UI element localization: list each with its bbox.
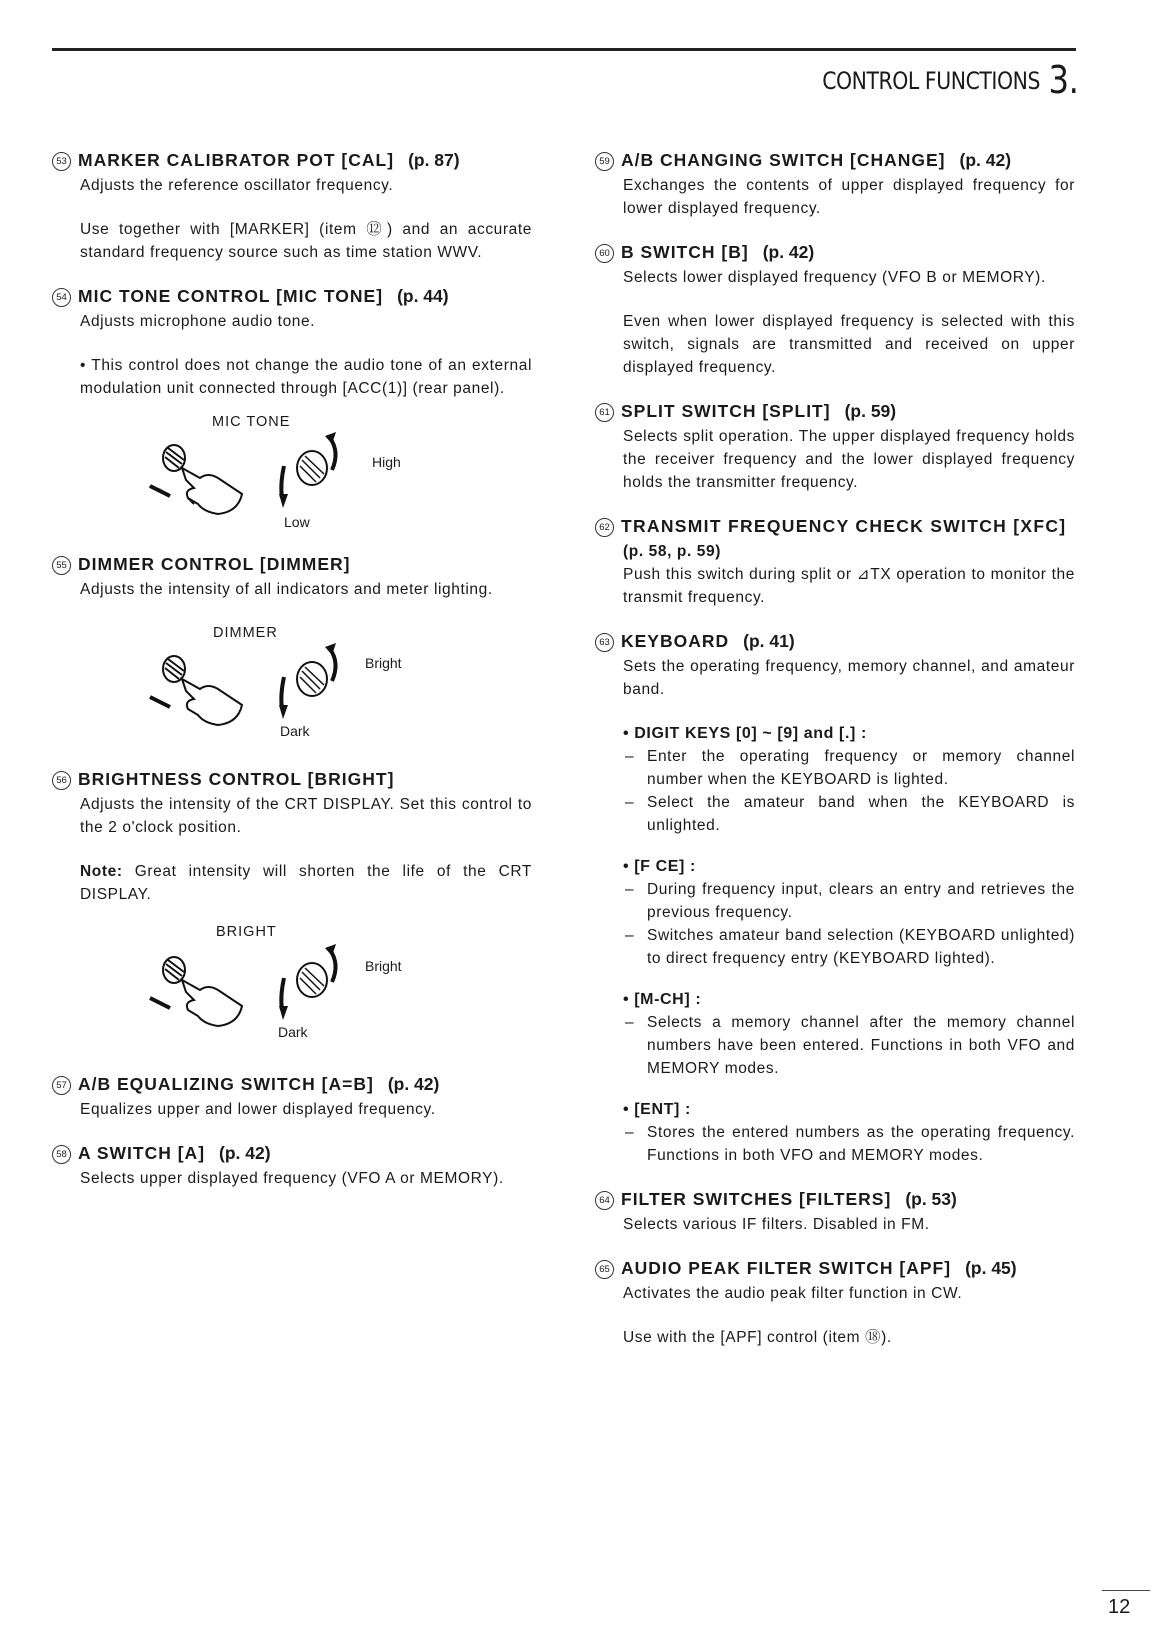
rotation-knob-icon	[279, 944, 336, 1020]
item-title: DIMMER CONTROL [DIMMER]	[78, 554, 351, 574]
arrow-icon	[150, 998, 170, 1008]
page-ref: (p. 42)	[387, 1074, 440, 1094]
dash-item: – Enter the operating frequency or memory channel number when the KEYBOARD is lighted.	[623, 745, 1075, 791]
bright-figure	[52, 920, 532, 1052]
page-header	[822, 58, 1078, 102]
page-ref: (p. 42)	[959, 150, 1012, 170]
item-59	[595, 150, 1075, 220]
digit-keys-section	[623, 722, 1075, 837]
item-54	[52, 286, 532, 532]
item-body	[623, 174, 1075, 220]
fce-key-section	[623, 855, 1075, 970]
note	[80, 860, 532, 906]
figure-high-label: Bright	[365, 655, 402, 671]
top-rule	[52, 48, 1076, 51]
figure-low-label: Dark	[280, 723, 310, 739]
page-number: 12	[1108, 1596, 1131, 1618]
paragraph: Activates the audio peak filter function in CW.	[623, 1285, 963, 1302]
item-body	[623, 266, 1075, 379]
hand-icon	[163, 445, 242, 514]
arrow-icon	[150, 697, 170, 707]
item-heading	[595, 150, 1075, 171]
note-label: Note:	[80, 863, 123, 880]
item-body	[80, 578, 532, 601]
item-body	[80, 1098, 532, 1121]
arrow-shaft	[150, 486, 170, 496]
subheading: • [F CE] :	[623, 858, 696, 875]
item-number: 53	[52, 152, 71, 171]
paragraph: Use together with [MARKER] (item ⑫) and an accurate standard frequency source such as time station WWV.	[80, 221, 532, 261]
dash-item: – Selects a memory channel after the memory channel numbers have been entered. Functions in both VFO and MEMORY modes.	[623, 1011, 1075, 1080]
page-ref: (p. 41)	[743, 631, 795, 651]
figure-title: MIC TONE	[212, 414, 291, 430]
paragraph: Use with the [APF] control (item ⑱).	[623, 1329, 892, 1346]
dash-item: – Select the amateur band when the KEYBOARD is unlighted.	[623, 791, 1075, 837]
paragraph: Adjusts the reference oscillator frequency.	[80, 177, 394, 194]
item-body	[623, 1282, 1075, 1349]
item-64	[595, 1189, 1075, 1236]
hand-icon	[163, 957, 242, 1026]
item-number: 62	[595, 518, 614, 537]
item-title: FILTER SWITCHES [FILTERS]	[621, 1189, 892, 1209]
item-heading	[595, 1258, 1075, 1279]
paragraph: Equalizes upper and lower displayed frequency.	[80, 1101, 436, 1118]
item-65	[595, 1258, 1075, 1349]
knob-illustration	[142, 428, 382, 528]
dash-item: – During frequency input, clears an entry and retrieves the previous frequency.	[623, 878, 1075, 924]
paragraph: Selects various IF filters. Disabled in FM.	[623, 1216, 930, 1233]
figure-title: BRIGHT	[216, 924, 277, 940]
paragraph: Even when lower displayed frequency is selected with this switch, signals are transmitted and received on upper displayed frequency.	[623, 313, 1075, 376]
item-body	[623, 425, 1075, 494]
item-title: MARKER CALIBRATOR POT [CAL]	[78, 150, 395, 170]
item-title: A SWITCH [A]	[78, 1143, 206, 1163]
figure-low-label: Dark	[278, 1024, 308, 1040]
page-ref: (p. 59)	[844, 401, 897, 421]
page-ref: (p. 42)	[762, 242, 815, 262]
subheading: • [M-CH] :	[623, 991, 702, 1008]
page-ref: (p. 58, p. 59)	[623, 543, 721, 560]
item-number: 54	[52, 288, 71, 307]
subheading: • [ENT] :	[623, 1101, 691, 1118]
dash-item: – Switches amateur band selection (KEYBOARD unlighted) to direct frequency entry (KEYBOARD lighted).	[623, 924, 1075, 970]
ent-key-section	[623, 1098, 1075, 1167]
paragraph: Sets the operating frequency, memory channel, and amateur band.	[623, 658, 1075, 698]
paragraph: Adjusts the intensity of all indicators and meter lighting.	[80, 581, 493, 598]
section-number: 3.	[1048, 58, 1078, 102]
figure-low-label: Low	[284, 514, 310, 530]
paragraph: Adjusts microphone audio tone.	[80, 313, 316, 330]
item-body	[80, 793, 532, 906]
item-body	[80, 174, 532, 264]
item-number: 63	[595, 633, 614, 652]
rotation-knob-icon	[279, 432, 336, 508]
page-ref: (p. 87)	[408, 150, 460, 170]
page-ref: (p. 44)	[397, 286, 449, 306]
item-title: BRIGHTNESS CONTROL [BRIGHT]	[78, 769, 395, 789]
item-number: 56	[52, 771, 71, 790]
mch-key-section	[623, 988, 1075, 1080]
item-body	[80, 310, 532, 400]
item-heading	[52, 286, 532, 307]
mic-tone-figure	[52, 414, 532, 532]
page-number-rule	[1102, 1590, 1150, 1591]
item-title: B SWITCH [B]	[621, 242, 749, 262]
figure-high-label: High	[372, 454, 401, 470]
item-heading	[595, 242, 1075, 263]
item-heading	[52, 1074, 532, 1095]
paragraph: Selects lower displayed frequency (VFO B or MEMORY).	[623, 269, 1046, 286]
item-number: 64	[595, 1191, 614, 1210]
page-ref: (p. 42)	[219, 1143, 271, 1163]
item-heading	[595, 631, 1075, 652]
left-column	[52, 150, 532, 1212]
item-title: TRANSMIT FREQUENCY CHECK SWITCH [XFC]	[621, 516, 1067, 536]
dash-item: – Stores the entered numbers as the operating frequency. Functions in both VFO and MEMORY modes.	[623, 1121, 1075, 1167]
item-heading	[595, 401, 1075, 422]
item-56	[52, 769, 532, 1052]
item-number: 59	[595, 152, 614, 171]
item-number: 65	[595, 1260, 614, 1279]
item-body	[80, 1167, 532, 1190]
hand-icon	[163, 656, 242, 725]
item-62	[595, 516, 1075, 609]
item-58	[52, 1143, 532, 1190]
right-column	[595, 150, 1075, 1371]
item-57	[52, 1074, 532, 1121]
bullet-paragraph: • This control does not change the audio tone of an external modulation unit connected through [ACC(1)] (rear panel).	[80, 357, 532, 397]
page-ref: (p. 53)	[905, 1189, 957, 1209]
item-number: 60	[595, 244, 614, 263]
knob-illustration	[142, 940, 382, 1040]
item-body	[623, 655, 1075, 1167]
item-heading	[52, 554, 532, 575]
item-title: MIC TONE CONTROL [MIC TONE]	[78, 286, 384, 306]
item-title: AUDIO PEAK FILTER SWITCH [APF]	[621, 1258, 952, 1278]
item-number: 61	[595, 403, 614, 422]
item-title: SPLIT SWITCH [SPLIT]	[621, 401, 831, 421]
paragraph: Adjusts the intensity of the CRT DISPLAY. Set this control to the 2 o'clock position.	[80, 796, 532, 836]
subheading: • DIGIT KEYS [0] ~ [9] and [.] :	[623, 725, 867, 742]
item-61	[595, 401, 1075, 494]
item-title: KEYBOARD	[621, 631, 730, 651]
paragraph: Push this switch during split or ⊿TX operation to monitor the transmit frequency.	[623, 566, 1075, 606]
item-heading	[595, 516, 1075, 537]
item-60	[595, 242, 1075, 379]
item-body	[623, 540, 1075, 609]
item-heading	[52, 769, 532, 790]
paragraph: Selects split operation. The upper displayed frequency holds the receiver frequency and the lower displayed frequency holds the transmitter frequency.	[623, 428, 1075, 491]
header-title: CONTROL FUNCTIONS	[821, 67, 1040, 95]
figure-high-label: Bright	[365, 958, 402, 974]
paragraph: Selects upper displayed frequency (VFO A or MEMORY).	[80, 1170, 504, 1187]
note-text: Great intensity will shorten the life of the CRT DISPLAY.	[80, 863, 532, 903]
item-number: 57	[52, 1076, 71, 1095]
item-number: 58	[52, 1145, 71, 1164]
item-heading	[595, 1189, 1075, 1210]
page-ref: (p. 45)	[965, 1258, 1017, 1278]
rotation-knob-icon	[279, 643, 336, 719]
item-heading	[52, 1143, 532, 1164]
paragraph: Exchanges the contents of upper displayed frequency for lower displayed frequency.	[623, 177, 1075, 217]
item-title: A/B EQUALIZING SWITCH [A=B]	[78, 1074, 374, 1094]
item-53	[52, 150, 532, 264]
item-title: A/B CHANGING SWITCH [CHANGE]	[621, 150, 946, 170]
knob-illustration	[142, 639, 382, 739]
item-number: 55	[52, 556, 71, 575]
item-55	[52, 554, 532, 743]
dimmer-figure	[52, 615, 532, 743]
item-body	[623, 1213, 1075, 1236]
figure-title: DIMMER	[213, 625, 278, 641]
item-heading	[52, 150, 532, 171]
item-63	[595, 631, 1075, 1167]
